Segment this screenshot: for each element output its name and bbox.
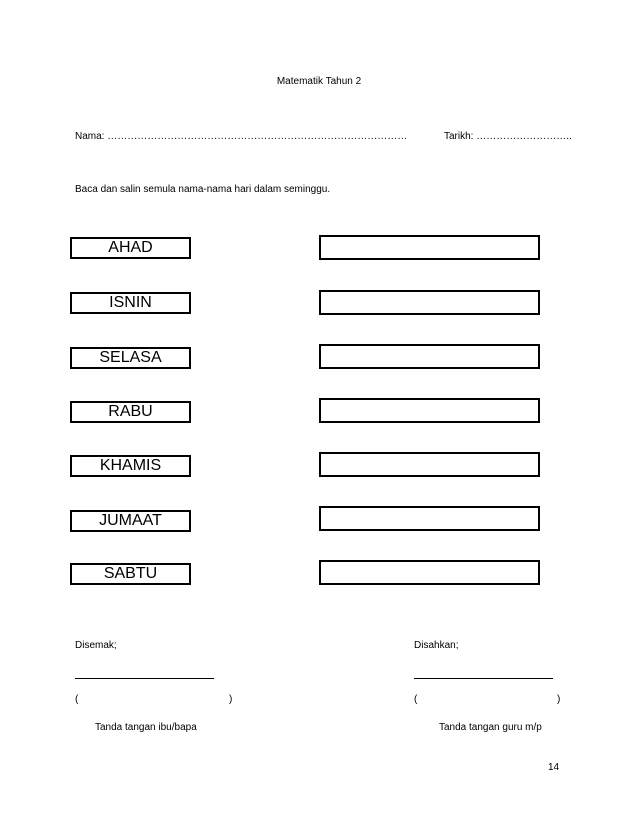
checked-label: Disemak; — [75, 640, 117, 651]
day-box-jumaat: JUMAAT — [70, 510, 191, 532]
verified-label: Disahkan; — [414, 640, 459, 651]
teacher-name-open-paren: ( — [414, 694, 418, 705]
teacher-name-close-paren: ) — [557, 694, 561, 705]
parent-signature-caption: Tanda tangan ibu/bapa — [95, 722, 197, 733]
teacher-signature-caption: Tanda tangan guru m/p — [439, 722, 542, 733]
worksheet-title: Matematik Tahun 2 — [276, 76, 362, 87]
instruction-text: Baca dan salin semula nama-nama hari dalam seminggu. — [75, 184, 331, 195]
day-box-rabu: RABU — [70, 401, 191, 423]
day-box-ahad: AHAD — [70, 237, 191, 259]
day-box-khamis: KHAMIS — [70, 455, 191, 477]
parent-name-close-paren: ) — [229, 694, 233, 705]
answer-box-1[interactable] — [319, 235, 540, 260]
teacher-signature-line — [414, 678, 553, 679]
answer-box-5[interactable] — [319, 452, 540, 477]
answer-box-7[interactable] — [319, 560, 540, 585]
date-field: Tarikh: ……………………….. — [444, 131, 572, 142]
answer-box-4[interactable] — [319, 398, 540, 423]
day-box-isnin: ISNIN — [70, 292, 191, 314]
parent-name-open-paren: ( — [75, 694, 79, 705]
day-box-sabtu: SABTU — [70, 563, 191, 585]
parent-signature-line — [75, 678, 214, 679]
answer-box-6[interactable] — [319, 506, 540, 531]
day-box-selasa: SELASA — [70, 347, 191, 369]
answer-box-3[interactable] — [319, 344, 540, 369]
page-number: 14 — [548, 762, 560, 773]
name-field: Nama: ……………………………………………………………………………… — [75, 131, 408, 142]
answer-box-2[interactable] — [319, 290, 540, 315]
